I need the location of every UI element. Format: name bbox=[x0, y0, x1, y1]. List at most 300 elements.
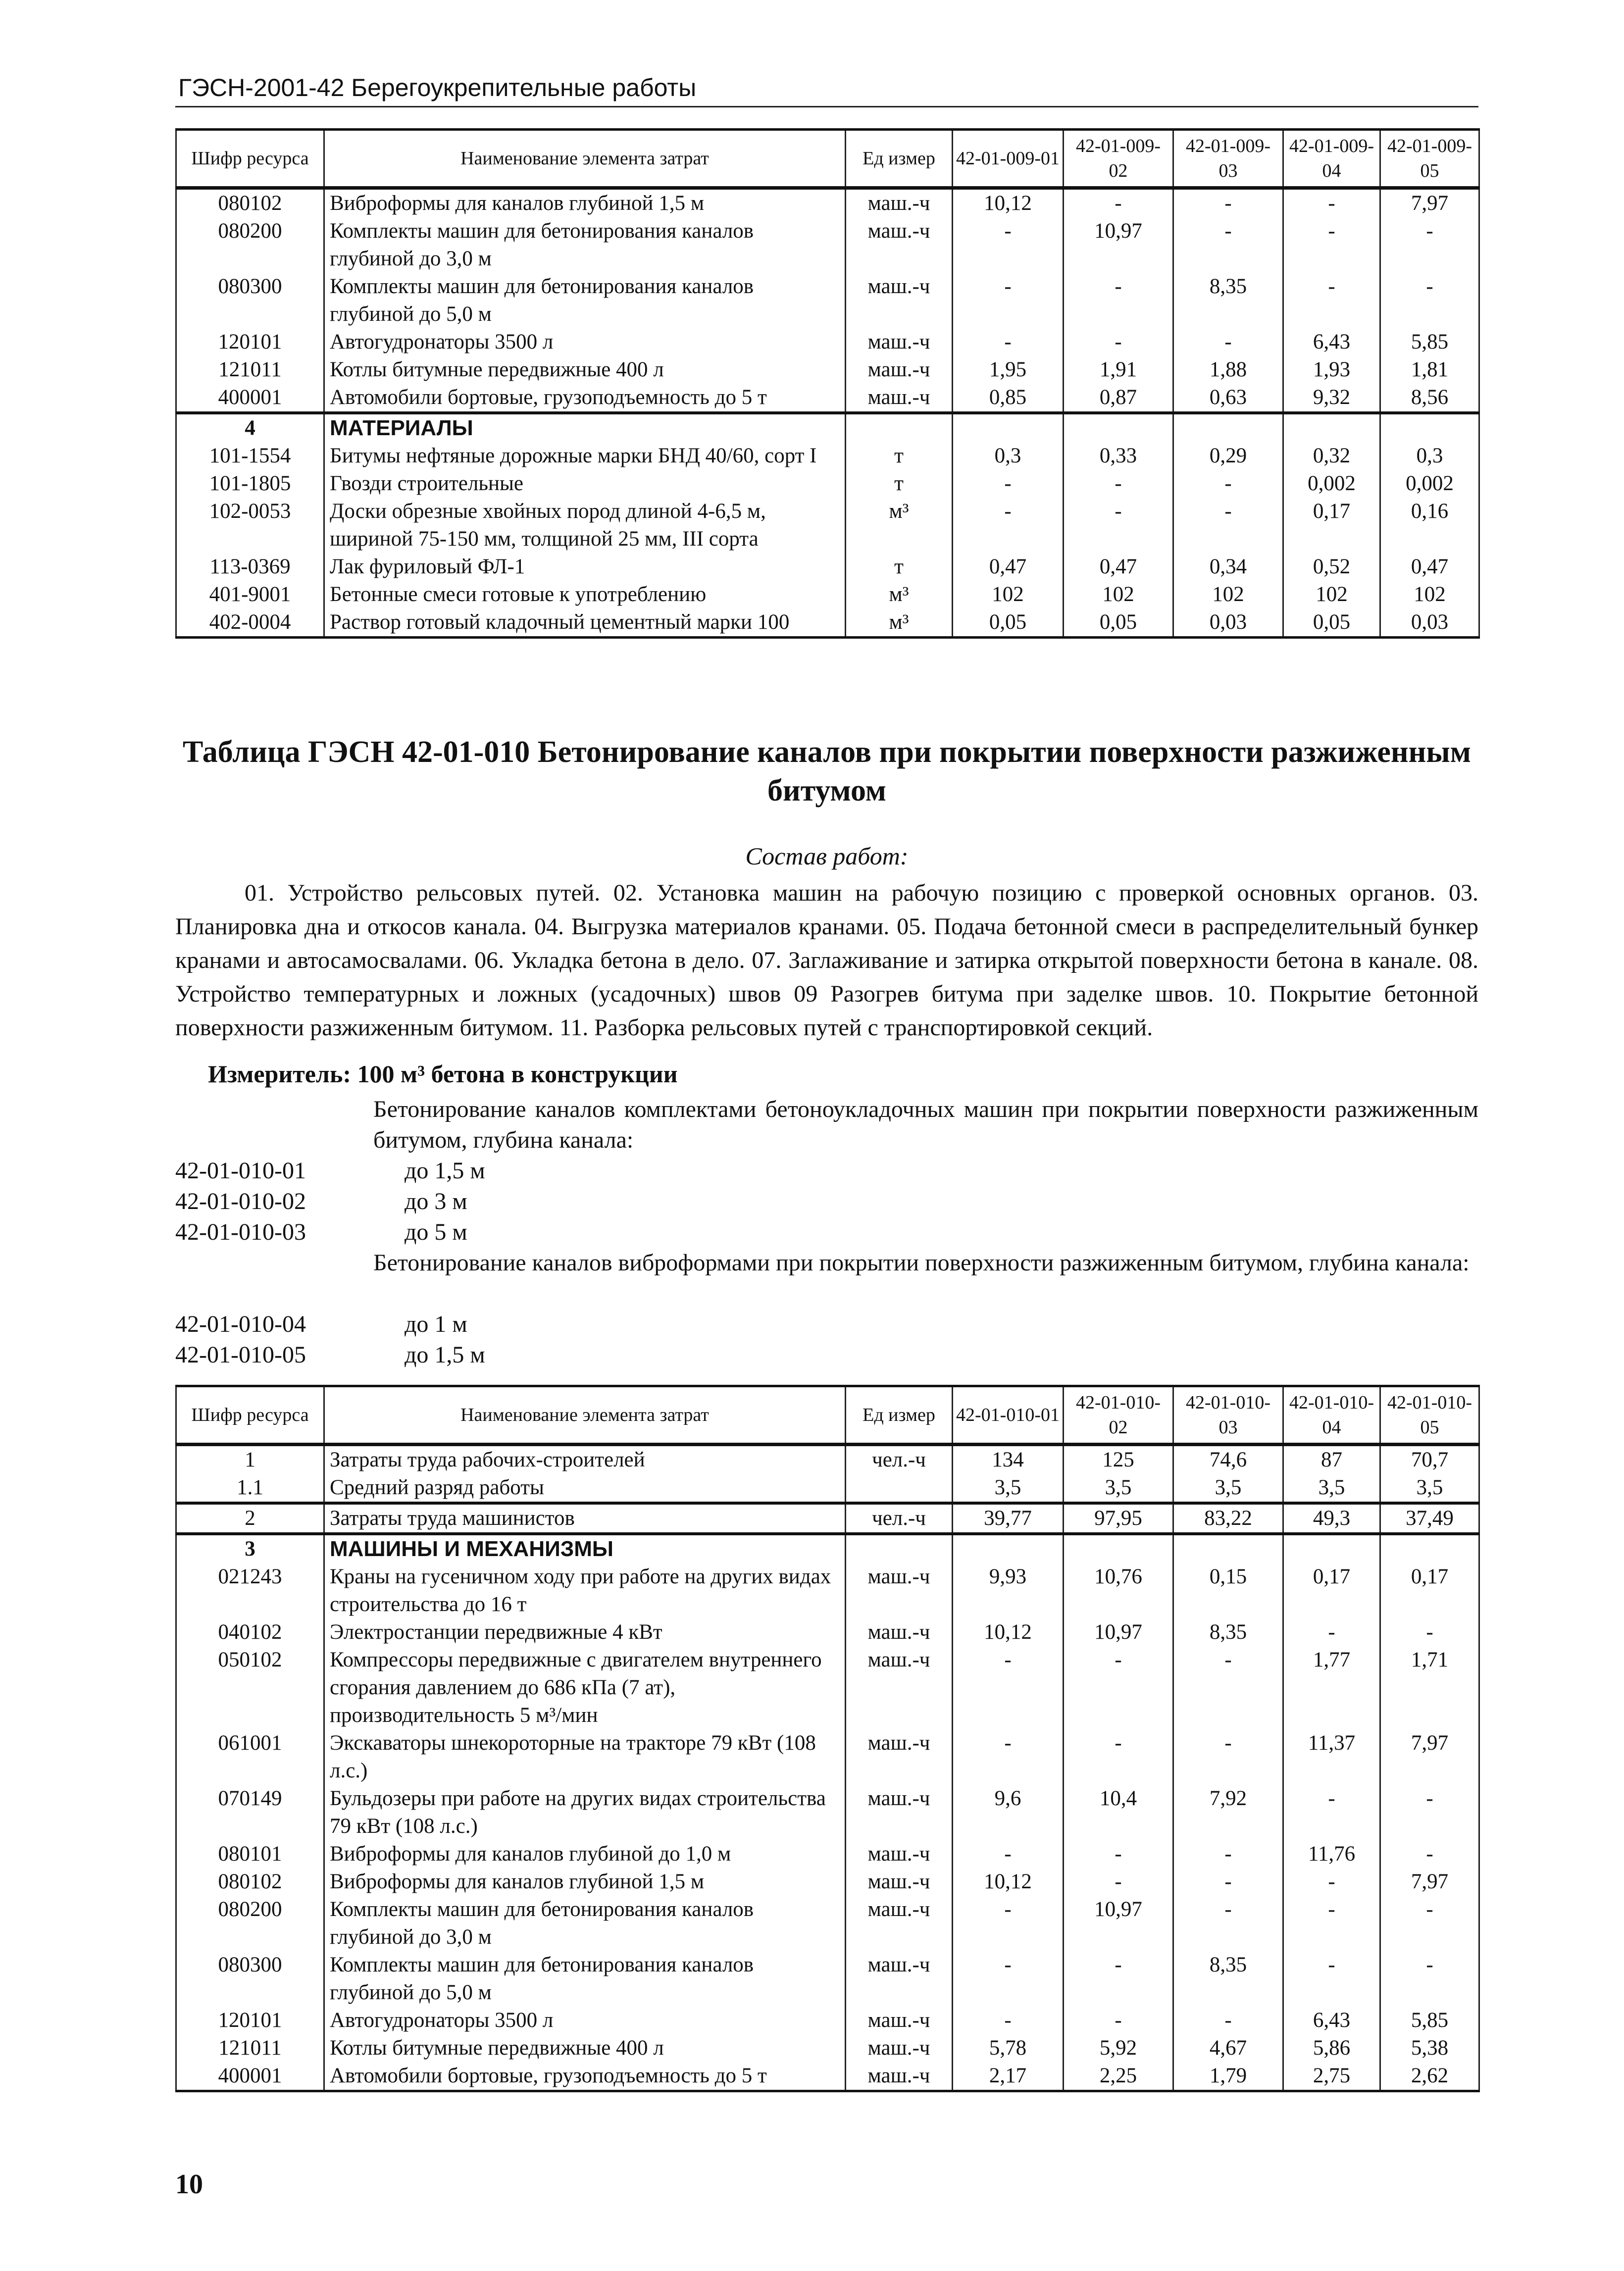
norm-value: - bbox=[1173, 498, 1283, 553]
norm-value: 0,29 bbox=[1173, 442, 1283, 470]
variant-row bbox=[175, 1217, 467, 1248]
norm-value: 10,97 bbox=[1064, 1618, 1173, 1646]
norm-value: 0,17 bbox=[1283, 498, 1380, 553]
column-header: Ед измер bbox=[846, 1386, 953, 1445]
norm-value: 2,17 bbox=[953, 2062, 1064, 2091]
norm-value: 0,87 bbox=[1064, 384, 1173, 413]
norm-value: 3,5 bbox=[1283, 1474, 1380, 1503]
norm-value: 102 bbox=[1064, 581, 1173, 608]
column-header: Наименование элемента затрат bbox=[324, 130, 846, 188]
cost-element-name: Затраты труда рабочих-строителей bbox=[324, 1445, 846, 1474]
norm-value: - bbox=[1283, 1785, 1380, 1840]
composition-heading: Состав работ: bbox=[745, 842, 909, 870]
norm-value: 102 bbox=[1173, 581, 1283, 608]
unit: маш.-ч bbox=[846, 2007, 953, 2034]
table-header-row bbox=[176, 130, 1479, 188]
norm-value: 0,47 bbox=[1380, 553, 1479, 581]
resource-code: 050102 bbox=[176, 1646, 324, 1729]
column-header: 42-01-010-05 bbox=[1380, 1386, 1479, 1445]
norm-value bbox=[1380, 1534, 1479, 1563]
norm-value: 5,78 bbox=[953, 2034, 1064, 2062]
unit: т bbox=[846, 442, 953, 470]
norm-value: - bbox=[953, 328, 1064, 356]
norm-value: - bbox=[1283, 1951, 1380, 2007]
norm-value bbox=[1380, 413, 1479, 442]
variant-value: до 3 м bbox=[405, 1188, 467, 1214]
norm-value: 7,97 bbox=[1380, 188, 1479, 218]
resource-code: 080300 bbox=[176, 1951, 324, 2007]
resource-code: 061001 bbox=[176, 1729, 324, 1785]
unit bbox=[846, 1534, 953, 1563]
resource-code: 080102 bbox=[176, 1868, 324, 1896]
norm-value: 0,3 bbox=[1380, 442, 1479, 470]
resource-code: 040102 bbox=[176, 1618, 324, 1646]
unit: м³ bbox=[846, 608, 953, 638]
variant-description-2: Бетонирование каналов виброформами при покрытии поверхности разжиженным битумом, глубина канала: bbox=[373, 1250, 1470, 1276]
cost-element-name: Бетонные смеси готовые к употреблению bbox=[324, 581, 846, 608]
norm-value: 97,95 bbox=[1064, 1503, 1173, 1534]
unit: маш.-ч bbox=[846, 1868, 953, 1896]
norm-value: 0,17 bbox=[1380, 1563, 1479, 1618]
cost-element-name: Автомобили бортовые, грузоподъемность до 5 т bbox=[324, 2062, 846, 2091]
column-header: 42-01-009-02 bbox=[1064, 130, 1173, 188]
resource-code: 402-0004 bbox=[176, 608, 324, 638]
norm-value: 9,32 bbox=[1283, 384, 1380, 413]
variant-value: до 1 м bbox=[405, 1311, 467, 1337]
norm-value: 7,92 bbox=[1173, 1785, 1283, 1840]
norm-value: 0,47 bbox=[953, 553, 1064, 581]
norm-value: - bbox=[953, 1840, 1064, 1868]
unit: маш.-ч bbox=[846, 2062, 953, 2091]
unit: т bbox=[846, 553, 953, 581]
norm-value: 1,77 bbox=[1283, 1646, 1380, 1729]
unit: маш.-ч bbox=[846, 1840, 953, 1868]
variant-code: 42-01-010-01 bbox=[175, 1158, 306, 1184]
resource-code: 120101 bbox=[176, 328, 324, 356]
norm-value: 10,12 bbox=[953, 1868, 1064, 1896]
norm-value: 5,85 bbox=[1380, 328, 1479, 356]
norm-value: - bbox=[1380, 1896, 1479, 1951]
resource-code: 121011 bbox=[176, 2034, 324, 2062]
norm-value: - bbox=[1064, 273, 1173, 328]
norm-value: - bbox=[1380, 1785, 1479, 1840]
table-header-row bbox=[176, 1386, 1479, 1445]
norm-value: 1,95 bbox=[953, 356, 1064, 384]
table-row bbox=[176, 1646, 1479, 1729]
section-row bbox=[176, 413, 1479, 442]
unit: маш.-ч bbox=[846, 1563, 953, 1618]
norm-value: 0,05 bbox=[1283, 608, 1380, 638]
norm-value: 37,49 bbox=[1380, 1503, 1479, 1534]
variant-row bbox=[175, 1156, 485, 1186]
norm-value: 1,71 bbox=[1380, 1646, 1479, 1729]
norm-value bbox=[1283, 1534, 1380, 1563]
resource-code: 121011 bbox=[176, 356, 324, 384]
resource-code: 021243 bbox=[176, 1563, 324, 1618]
norm-value: - bbox=[953, 217, 1064, 273]
table-row bbox=[176, 217, 1479, 273]
norm-value: - bbox=[953, 498, 1064, 553]
norm-value: 102 bbox=[953, 581, 1064, 608]
resource-code: 080200 bbox=[176, 217, 324, 273]
norm-value: 0,03 bbox=[1173, 608, 1283, 638]
norm-value: 5,85 bbox=[1380, 2007, 1479, 2034]
column-header: 42-01-010-01 bbox=[953, 1386, 1064, 1445]
table-row bbox=[176, 470, 1479, 498]
norm-value: - bbox=[1064, 2007, 1173, 2034]
norm-value: 11,37 bbox=[1283, 1729, 1380, 1785]
norm-value: - bbox=[953, 1896, 1064, 1951]
table-row bbox=[176, 1896, 1479, 1951]
table-row bbox=[176, 1729, 1479, 1785]
resource-code: 1 bbox=[176, 1445, 324, 1474]
resource-code: 102-0053 bbox=[176, 498, 324, 553]
norm-value: 0,3 bbox=[953, 442, 1064, 470]
cost-element-name: Средний разряд работы bbox=[324, 1474, 846, 1503]
norm-value: 10,76 bbox=[1064, 1563, 1173, 1618]
resource-table-009 bbox=[175, 128, 1480, 639]
norm-value: - bbox=[1064, 1729, 1173, 1785]
norm-value: 83,22 bbox=[1173, 1503, 1283, 1534]
resource-code: 080300 bbox=[176, 273, 324, 328]
norm-value: 5,86 bbox=[1283, 2034, 1380, 2062]
norm-value: - bbox=[1283, 1868, 1380, 1896]
norm-value bbox=[953, 413, 1064, 442]
norm-value: 2,62 bbox=[1380, 2062, 1479, 2091]
unit bbox=[846, 413, 953, 442]
norm-value: 9,93 bbox=[953, 1563, 1064, 1618]
norm-value bbox=[1173, 1534, 1283, 1563]
resource-code: 080102 bbox=[176, 188, 324, 218]
cost-element-name: Затраты труда машинистов bbox=[324, 1503, 846, 1534]
cost-element-name: Доски обрезные хвойных пород длиной 4-6,5 м, шириной 75-150 мм, толщиной 25 мм, III сорта bbox=[324, 498, 846, 553]
variant-value: до 1,5 м bbox=[405, 1158, 485, 1184]
norm-value: 10,97 bbox=[1064, 217, 1173, 273]
norm-value: 3,5 bbox=[953, 1474, 1064, 1503]
norm-value: - bbox=[1283, 188, 1380, 218]
table-row bbox=[176, 328, 1479, 356]
norm-value: 125 bbox=[1064, 1445, 1173, 1474]
norm-value: - bbox=[1064, 498, 1173, 553]
norm-value: 7,97 bbox=[1380, 1868, 1479, 1896]
norm-value: 7,97 bbox=[1380, 1729, 1479, 1785]
norm-value bbox=[1064, 1534, 1173, 1563]
unit: м³ bbox=[846, 498, 953, 553]
norm-value: - bbox=[1380, 217, 1479, 273]
resource-code: 1.1 bbox=[176, 1474, 324, 1503]
table-row bbox=[176, 553, 1479, 581]
unit: маш.-ч bbox=[846, 188, 953, 218]
resource-code: 101-1554 bbox=[176, 442, 324, 470]
unit: маш.-ч bbox=[846, 1785, 953, 1840]
meter-unit: Измеритель: 100 м³ бетона в конструкции bbox=[208, 1060, 678, 1088]
section-row bbox=[176, 1534, 1479, 1563]
norm-value: 9,6 bbox=[953, 1785, 1064, 1840]
norm-value: - bbox=[1064, 328, 1173, 356]
norm-value bbox=[1173, 413, 1283, 442]
table-row bbox=[176, 1840, 1479, 1868]
norm-value: - bbox=[1380, 273, 1479, 328]
norm-value: 74,6 bbox=[1173, 1445, 1283, 1474]
norm-value: - bbox=[1380, 1951, 1479, 2007]
norm-value: 8,35 bbox=[1173, 273, 1283, 328]
column-header: Шифр ресурса bbox=[176, 1386, 324, 1445]
norm-value: 3,5 bbox=[1064, 1474, 1173, 1503]
norm-value: 5,92 bbox=[1064, 2034, 1173, 2062]
section-title: Таблица ГЭСН 42-01-010 Бетонирование каналов при покрытии поверхности разжиженным битумом bbox=[183, 735, 1471, 807]
table-row bbox=[176, 356, 1479, 384]
norm-value: 4,67 bbox=[1173, 2034, 1283, 2062]
norm-value: 1,81 bbox=[1380, 356, 1479, 384]
norm-value: 0,63 bbox=[1173, 384, 1283, 413]
unit: маш.-ч bbox=[846, 1618, 953, 1646]
resource-code: 400001 bbox=[176, 384, 324, 413]
norm-value: 1,79 bbox=[1173, 2062, 1283, 2091]
resource-code: 4 bbox=[176, 413, 324, 442]
column-header: Наименование элемента затрат bbox=[324, 1386, 846, 1445]
norm-value: - bbox=[1173, 217, 1283, 273]
norm-value: 5,38 bbox=[1380, 2034, 1479, 2062]
cost-element-name: Котлы битумные передвижные 400 л bbox=[324, 2034, 846, 2062]
norm-value bbox=[1283, 413, 1380, 442]
resource-code: 080101 bbox=[176, 1840, 324, 1868]
norm-value: - bbox=[953, 470, 1064, 498]
table-row bbox=[176, 1445, 1479, 1474]
variant-code: 42-01-010-05 bbox=[175, 1342, 306, 1368]
norm-value: - bbox=[1173, 188, 1283, 218]
norm-value: - bbox=[1173, 1896, 1283, 1951]
norm-value: 39,77 bbox=[953, 1503, 1064, 1534]
norm-value: - bbox=[1064, 188, 1173, 218]
resource-code: 101-1805 bbox=[176, 470, 324, 498]
norm-value: 0,32 bbox=[1283, 442, 1380, 470]
norm-value: 8,35 bbox=[1173, 1951, 1283, 2007]
table-row bbox=[176, 1618, 1479, 1646]
norm-value: - bbox=[1380, 1840, 1479, 1868]
norm-value: 11,76 bbox=[1283, 1840, 1380, 1868]
resource-code: 113-0369 bbox=[176, 553, 324, 581]
table-row bbox=[176, 608, 1479, 638]
variant-row bbox=[175, 1309, 467, 1340]
norm-value: 2,75 bbox=[1283, 2062, 1380, 2091]
norm-value: 1,88 bbox=[1173, 356, 1283, 384]
cost-element-name: Котлы битумные передвижные 400 л bbox=[324, 356, 846, 384]
norm-value: 102 bbox=[1283, 581, 1380, 608]
unit: маш.-ч bbox=[846, 384, 953, 413]
resource-code: 401-9001 bbox=[176, 581, 324, 608]
table-row bbox=[176, 1785, 1479, 1840]
unit: маш.-ч bbox=[846, 1896, 953, 1951]
cost-element-name: Компрессоры передвижные с двигателем внутреннего сгорания давлением до 686 кПа (7 ат), производительность 5 м³/мин bbox=[324, 1646, 846, 1729]
norm-value: - bbox=[1064, 1646, 1173, 1729]
cost-element-name: Комплекты машин для бетонирования каналов глубиной до 5,0 м bbox=[324, 1951, 846, 2007]
table-row bbox=[176, 1503, 1479, 1534]
table-row bbox=[176, 1474, 1479, 1503]
unit: маш.-ч bbox=[846, 2034, 953, 2062]
norm-value: 0,33 bbox=[1064, 442, 1173, 470]
table-row bbox=[176, 1951, 1479, 2007]
cost-element-name: Краны на гусеничном ходу при работе на других видах строительства до 16 т bbox=[324, 1563, 846, 1618]
resource-code: 120101 bbox=[176, 2007, 324, 2034]
norm-value: 10,12 bbox=[953, 1618, 1064, 1646]
norm-value: - bbox=[1380, 1618, 1479, 1646]
resource-table-010 bbox=[175, 1385, 1480, 2092]
variant-description-1: Бетонирование каналов комплектами бетоноукладочных машин при покрытии поверхности разжиженным битумом, глубина канала: bbox=[373, 1096, 1478, 1153]
norm-value: - bbox=[1064, 470, 1173, 498]
resource-code: 3 bbox=[176, 1534, 324, 1563]
norm-value: - bbox=[1173, 1729, 1283, 1785]
unit: маш.-ч bbox=[846, 1951, 953, 2007]
norm-value: 0,03 bbox=[1380, 608, 1479, 638]
norm-value: 0,34 bbox=[1173, 553, 1283, 581]
column-header: 42-01-009-04 bbox=[1283, 130, 1380, 188]
table-row bbox=[176, 1868, 1479, 1896]
header-rule bbox=[175, 106, 1478, 107]
cost-element-name: Автогудронаторы 3500 л bbox=[324, 2007, 846, 2034]
norm-value: - bbox=[1283, 273, 1380, 328]
cost-element-name: Виброформы для каналов глубиной до 1,0 м bbox=[324, 1840, 846, 1868]
cost-element-name: Лак фуриловый ФЛ-1 bbox=[324, 553, 846, 581]
variant-code: 42-01-010-03 bbox=[175, 1219, 306, 1245]
composition-text: 01. Устройство рельсовых путей. 02. Установка машин на рабочую позицию с проверкой основных органов. 03. Планировка дна и откосов канала. 04. Выгрузка материалов кранами. 05. Подача бетонной смеси в распределительный бункер кранами и автосамосвалами. 06. Укладка бетона в дело. 07. Заглаживание и затирка открытой поверхности бетона в канале. 08. Устройство температурных и ложных (усадочных) швов 09 Разогрев битума при заделке швов. 10. Покрытие бетонной поверхности разжиженным битумом. 11. Разборка рельсовых путей с транспортировкой секций. bbox=[175, 880, 1478, 1041]
norm-value: - bbox=[1173, 328, 1283, 356]
norm-value: 3,5 bbox=[1380, 1474, 1479, 1503]
running-head: ГЭСН-2001-42 Берегоукрепительные работы bbox=[178, 74, 697, 101]
norm-value: 0,16 bbox=[1380, 498, 1479, 553]
table-row bbox=[176, 2007, 1479, 2034]
norm-value: 6,43 bbox=[1283, 328, 1380, 356]
norm-value: 49,3 bbox=[1283, 1503, 1380, 1534]
norm-value: - bbox=[1173, 1868, 1283, 1896]
norm-value: 0,05 bbox=[953, 608, 1064, 638]
column-header: 42-01-010-02 bbox=[1064, 1386, 1173, 1445]
norm-value: - bbox=[1064, 1840, 1173, 1868]
variant-value: до 1,5 м bbox=[405, 1342, 485, 1368]
norm-value: 102 bbox=[1380, 581, 1479, 608]
cost-element-name: Раствор готовый кладочный цементный марки 100 bbox=[324, 608, 846, 638]
cost-element-name: Виброформы для каналов глубиной 1,5 м bbox=[324, 1868, 846, 1896]
unit: маш.-ч bbox=[846, 273, 953, 328]
column-header: 42-01-009-01 bbox=[953, 130, 1064, 188]
cost-element-name: Комплекты машин для бетонирования каналов глубиной до 3,0 м bbox=[324, 1896, 846, 1951]
norm-value: 0,15 bbox=[1173, 1563, 1283, 1618]
resource-code: 2 bbox=[176, 1503, 324, 1534]
norm-value: - bbox=[1173, 1840, 1283, 1868]
column-header: Ед измер bbox=[846, 130, 953, 188]
norm-value: - bbox=[953, 273, 1064, 328]
norm-value: 8,35 bbox=[1173, 1618, 1283, 1646]
norm-value: 70,7 bbox=[1380, 1445, 1479, 1474]
unit: маш.-ч bbox=[846, 1646, 953, 1729]
norm-value: - bbox=[1173, 470, 1283, 498]
cost-element-name: Комплекты машин для бетонирования каналов глубиной до 3,0 м bbox=[324, 217, 846, 273]
cost-element-name: Автомобили бортовые, грузоподъемность до 5 т bbox=[324, 384, 846, 413]
norm-value: 87 bbox=[1283, 1445, 1380, 1474]
variant-code: 42-01-010-04 bbox=[175, 1311, 306, 1337]
variant-row bbox=[175, 1186, 467, 1217]
norm-value bbox=[1064, 413, 1173, 442]
norm-value: - bbox=[1283, 1618, 1380, 1646]
norm-value: 0,002 bbox=[1283, 470, 1380, 498]
norm-value: 134 bbox=[953, 1445, 1064, 1474]
unit: м³ bbox=[846, 581, 953, 608]
norm-value: 10,4 bbox=[1064, 1785, 1173, 1840]
unit: чел.-ч bbox=[846, 1445, 953, 1474]
cost-element-name: Электростанции передвижные 4 кВт bbox=[324, 1618, 846, 1646]
cost-element-name: Экскаваторы шнекороторные на тракторе 79 кВт (108 л.с.) bbox=[324, 1729, 846, 1785]
table-row bbox=[176, 384, 1479, 413]
norm-value: 2,25 bbox=[1064, 2062, 1173, 2091]
table-row bbox=[176, 581, 1479, 608]
norm-value: - bbox=[953, 1729, 1064, 1785]
norm-value: 10,12 bbox=[953, 188, 1064, 218]
norm-value: 0,85 bbox=[953, 384, 1064, 413]
norm-value: - bbox=[953, 2007, 1064, 2034]
resource-code: 080200 bbox=[176, 1896, 324, 1951]
cost-element-name: МАШИНЫ И МЕХАНИЗМЫ bbox=[324, 1534, 846, 1563]
unit: маш.-ч bbox=[846, 356, 953, 384]
norm-value: 0,47 bbox=[1064, 553, 1173, 581]
table-row bbox=[176, 442, 1479, 470]
norm-value bbox=[953, 1534, 1064, 1563]
norm-value: - bbox=[1173, 1646, 1283, 1729]
norm-value: - bbox=[953, 1951, 1064, 2007]
unit: т bbox=[846, 470, 953, 498]
cost-element-name: Автогудронаторы 3500 л bbox=[324, 328, 846, 356]
resource-code: 070149 bbox=[176, 1785, 324, 1840]
variant-row bbox=[175, 1340, 485, 1370]
cost-element-name: Виброформы для каналов глубиной 1,5 м bbox=[324, 188, 846, 218]
column-header: 42-01-009-05 bbox=[1380, 130, 1479, 188]
unit: маш.-ч bbox=[846, 328, 953, 356]
cost-element-name: Комплекты машин для бетонирования каналов глубиной до 5,0 м bbox=[324, 273, 846, 328]
norm-value: 0,52 bbox=[1283, 553, 1380, 581]
norm-value: 0,002 bbox=[1380, 470, 1479, 498]
unit: маш.-ч bbox=[846, 1729, 953, 1785]
table-row bbox=[176, 2062, 1479, 2091]
norm-value: 3,5 bbox=[1173, 1474, 1283, 1503]
table-row bbox=[176, 498, 1479, 553]
norm-value: - bbox=[1064, 1868, 1173, 1896]
column-header: 42-01-010-03 bbox=[1173, 1386, 1283, 1445]
column-header: 42-01-009-03 bbox=[1173, 130, 1283, 188]
table-row bbox=[176, 2034, 1479, 2062]
variant-value: до 5 м bbox=[405, 1219, 467, 1245]
norm-value: 0,17 bbox=[1283, 1563, 1380, 1618]
norm-value: 0,05 bbox=[1064, 608, 1173, 638]
cost-element-name: МАТЕРИАЛЫ bbox=[324, 413, 846, 442]
cost-element-name: Гвозди строительные bbox=[324, 470, 846, 498]
column-header: 42-01-010-04 bbox=[1283, 1386, 1380, 1445]
variant-code: 42-01-010-02 bbox=[175, 1188, 306, 1214]
norm-value: 1,91 bbox=[1064, 356, 1173, 384]
norm-value: - bbox=[1283, 217, 1380, 273]
unit: маш.-ч bbox=[846, 217, 953, 273]
page-number: 10 bbox=[175, 2169, 203, 2200]
table-row bbox=[176, 273, 1479, 328]
table-row bbox=[176, 1563, 1479, 1618]
norm-value: - bbox=[1064, 1951, 1173, 2007]
norm-value: 1,93 bbox=[1283, 356, 1380, 384]
norm-value: - bbox=[1173, 2007, 1283, 2034]
cost-element-name: Бульдозеры при работе на других видах строительства 79 кВт (108 л.с.) bbox=[324, 1785, 846, 1840]
norm-value: - bbox=[953, 1646, 1064, 1729]
cost-element-name: Битумы нефтяные дорожные марки БНД 40/60, сорт I bbox=[324, 442, 846, 470]
resource-code: 400001 bbox=[176, 2062, 324, 2091]
unit: чел.-ч bbox=[846, 1503, 953, 1534]
unit bbox=[846, 1474, 953, 1503]
norm-value: 6,43 bbox=[1283, 2007, 1380, 2034]
